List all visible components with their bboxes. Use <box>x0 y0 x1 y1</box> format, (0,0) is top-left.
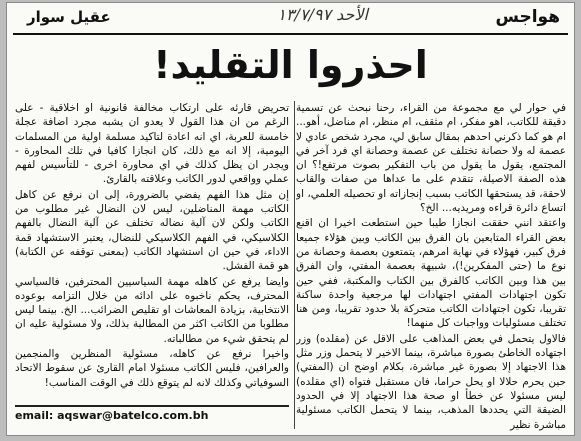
article-column-left <box>15 101 289 401</box>
paragraph: تحريض قارئه على ارتكاب مخالفة قانونية او اخلاقية - على الرغم من ان هذا القول لا يعدو ان يشبه مجرد اضافة عجلة خامسة للعربة، اي انه اعادة لتاكيد مسلمة اولية من المسلمات اليومية، إلا انه مع ذلك، كان انجازا كافيا في تلك المحاورة - ويجدر ان يظل كذلك في اي محاورة اخرى - للتأسيس لفهم عملي وواقعي لدور الكاتب وعلاقته بالقارئ. <box>15 102 289 186</box>
author-email: email: aqswar@batelco.com.bh <box>15 405 289 427</box>
column-divider <box>294 101 295 429</box>
paragraph: وايضا يرفع عن كاهله مهمة السياسيين المحترفين، فالسياسي المحترف، يحكم ناخبوه على ادائه من خلال التزامه بوعوده الانتخابية، بزيادة المعاشات او تقليص الضرائب... الخ. بينما ليس مطلوبا من الكاتب اكثر من المطالبة بذلك، ولا مسئولية عليه ان لم يتحقق شيء من مطالباته. <box>15 275 289 345</box>
article-title: احذروا التقليد! <box>153 43 428 87</box>
handwritten-date: الأحد ١٣/٧/٩٧ <box>277 5 368 24</box>
article-column-right <box>296 101 566 431</box>
paragraph: في حوار لي مع مجموعة من القراء، رحنا نبحث عن تسمية دقيقة للكاتب، اهو مفكر، ام مثقف، ام منظر، ام مناضل، أهو... ام هو كما ذكرني احدهم بمقال سابق لي، مجرد شخص عادي لا عصمة له ولا حصانة تختلف عن عصمة وحصانة اي فرد آخر في المجتمع، يقول ما يقول من باب التفكير بصوت مرتفع!؟ ان هذه الصفة الاصيلة، تتقدم على ما عداها من صفات والقاب لاحقة، قد يستحقها الكاتب بسبب إنجازاته او تحصيله العلمي، او اتساع دائرة قراءه ومريديه... الخ؟ <box>296 102 566 215</box>
author-name: عقيل سوار <box>27 8 111 26</box>
paragraph: واعتقد انني حققت انجازا طيبا حين استطعت اخيرا ان اقنع بعض القراء المتابعين بان الفرق بين الكاتب وبين هؤلاء جميعا فرق كبير، فهؤلاء في نهاية امرهم، يتمتعون بعصمة وحصانة من نوع ما (حتى المفكرين!)، شبيهة بعصمة المفتي، وان الفرق بين هذا وبين الكاتب كالفرق بين الكتاب والمكتبة، ففي حين تكون اجتهادات المفتي اجتهادات لها مرجعية واحدة ساكنة تقريبا، تكون اجتهادات الكاتب متحركة بلا حدود تقريبا، ومن هنا تختلف مسئوليات وواجبات كل منهما! <box>296 217 566 330</box>
newspaper-clipping <box>6 2 575 436</box>
paragraph: واخيرا نرفع عن كاهله، مسئولية المنظرين والمنجمين والعرافين، فليس الكاتب مسئولا امام القارئ عن سقوط الاتحاد السوفياتي وكذلك لانه لم يتوقع ذلك في الوقت المناسب! <box>15 348 289 389</box>
column-name: هواجس <box>495 7 560 27</box>
paragraph: فالاول يتحمل في بعض المذاهب على الاقل عن (مقلده) وزر اجتهاده الخاطئ بصورة مباشرة، بينما الاخير لا يتحمل وزر مثل هذا الاجتهاد إلا بصورة غير مباشرة، بكلام اوضح ان (المفتي) حين يحرم حلالا او يحل حراما، فان مستقبل فتواه (اي مقلده) ليس مسئولا عن خطأ او صحة هذا الاجتهاد إلا في الحدود الضيقة التي يحددها المذهب، بينما لا يتحمل الكاتب مسئولية مباشرة نظير <box>296 332 566 431</box>
column-header <box>13 7 568 35</box>
paragraph: إن مثل هذا الفهم يفضي بالضرورة، إلى ان نرفع عن كاهل الكاتب مهمة المناضلين، ليس لان النضال غير مطلوب من الكاتب ولكن لان آلية نضاله تختلف عن آلية النضال بالفهم الكلاسيكي، في الفهم الكلاسيكي للنضال، يعتبر الاستشهاد قمة الاداء، في حين ان استشهاد الكاتب (بمعنى توقفه عن الكتابة) هو قمة الفشل. <box>15 188 289 273</box>
